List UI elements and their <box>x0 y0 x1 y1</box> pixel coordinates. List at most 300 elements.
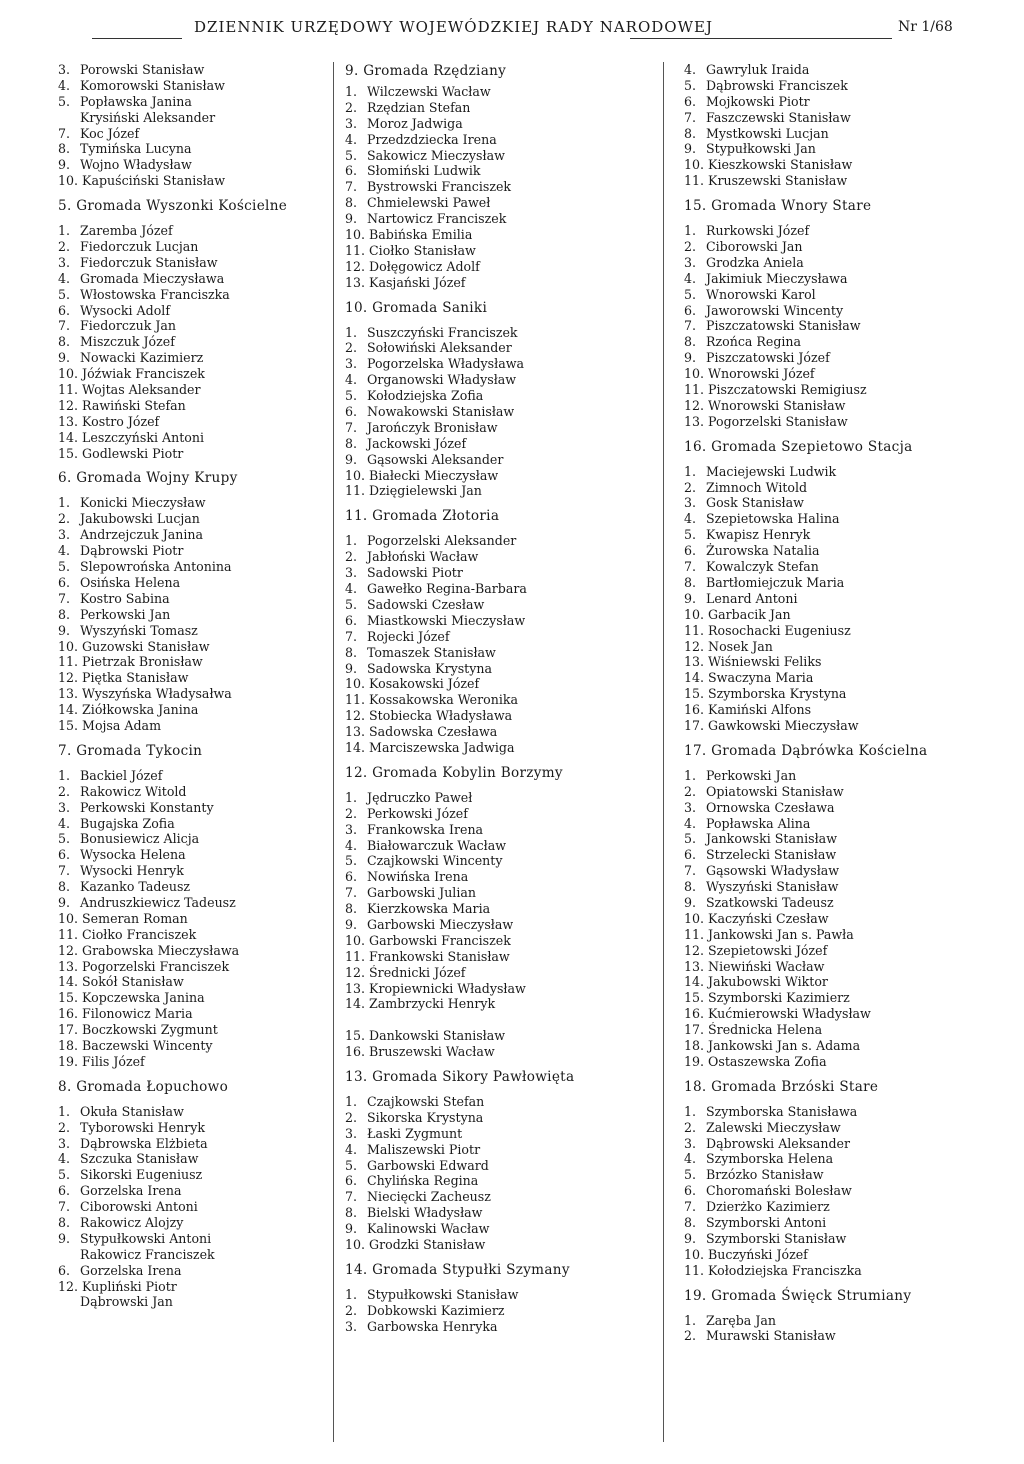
list-item <box>684 110 1004 126</box>
list-item <box>684 1022 1004 1038</box>
item-number: 12. <box>345 258 366 274</box>
item-number: 6. <box>345 163 358 179</box>
item-name: Marciszewska Jadwiga <box>369 739 515 755</box>
list-item <box>58 511 313 527</box>
item-name: Strzelecki Stanisław <box>706 847 837 863</box>
list-item <box>345 227 645 243</box>
list-item <box>58 1279 313 1295</box>
list-item <box>58 974 313 990</box>
item-number: 1. <box>345 324 358 340</box>
item-name: Stypułkowski Stanisław <box>367 1286 519 1302</box>
item-number: 11. <box>345 692 366 708</box>
item-name: Sołowiński Aleksander <box>367 340 512 356</box>
item-name: Tomaszek Stanisław <box>367 644 496 660</box>
item-number: 9. <box>58 894 71 910</box>
list-item <box>58 1215 313 1231</box>
item-number: 9. <box>58 622 71 638</box>
list-item <box>684 816 1004 832</box>
item-number: 3. <box>58 62 71 77</box>
item-name: Kołodziejska Franciszka <box>708 1262 862 1278</box>
list-item <box>345 692 645 708</box>
item-name: Jakimiuk Mieczysława <box>706 270 848 286</box>
item-name: Jankowski Stanisław <box>706 831 837 847</box>
item-name: Opiatowski Stanisław <box>706 783 844 799</box>
item-number: 12. <box>58 670 79 686</box>
item-number: 8. <box>345 644 358 660</box>
item-name: Bystrowski Franciszek <box>367 179 512 195</box>
item-number: 11. <box>345 483 366 499</box>
item-name: Kaczyński Czesław <box>708 910 829 926</box>
item-number: 15. <box>684 990 705 1006</box>
item-name: Kapuściński Stanisław <box>82 173 226 189</box>
item-name: Pogorzelski Franciszek <box>82 958 230 974</box>
item-name: Bruszewski Wacław <box>369 1044 495 1060</box>
item-number: 3. <box>345 1318 358 1334</box>
item-number: 10. <box>58 638 79 654</box>
item-number: 2. <box>345 549 358 565</box>
item-name: Niecięcki Zacheusz <box>367 1189 491 1205</box>
item-number: 5. <box>345 1157 358 1173</box>
list-item <box>58 1231 313 1247</box>
item-number: 6. <box>58 1183 71 1199</box>
list-item <box>58 157 313 173</box>
item-name: Sadowski Piotr <box>367 565 463 581</box>
list-item <box>684 382 1004 398</box>
item-number: 10. <box>684 1246 705 1262</box>
item-number: 16. <box>684 1006 705 1022</box>
item-number: 2. <box>684 479 697 495</box>
list-item <box>58 784 313 800</box>
item-name: Mojsa Adam <box>82 717 162 733</box>
list-item <box>684 350 1004 366</box>
item-name: Średnicka Helena <box>708 1022 823 1038</box>
item-name: Fiedorczuk Jan <box>80 318 176 334</box>
item-number: 3. <box>684 495 697 511</box>
list-item <box>684 784 1004 800</box>
item-number: 12. <box>345 964 366 980</box>
item-number: 3. <box>345 821 358 837</box>
item-number: 14. <box>684 670 705 686</box>
list-item <box>684 173 1004 189</box>
list-item <box>58 239 313 255</box>
item-name: Wysocki Henryk <box>80 863 184 879</box>
list-item <box>345 996 645 1012</box>
item-name: Godlewski Piotr <box>82 445 184 461</box>
item-number: 16. <box>58 1006 79 1022</box>
list-item <box>345 885 645 901</box>
item-name: Miastkowski Mieczysław <box>367 612 526 628</box>
list-item <box>684 223 1004 239</box>
list-item <box>345 356 645 372</box>
item-number: 5. <box>684 527 697 543</box>
header-rule-right <box>630 38 892 39</box>
list-item <box>58 495 313 511</box>
item-name: Faszczewski Stanisław <box>706 109 851 125</box>
list-item <box>345 132 645 148</box>
item-number: 5. <box>684 831 697 847</box>
item-name: Garbowski Franciszek <box>369 932 511 948</box>
list-item <box>345 1028 645 1044</box>
item-number: 11. <box>684 382 705 398</box>
item-number: 2. <box>684 1328 697 1344</box>
item-name: Dąbrowski Aleksander <box>706 1135 851 1151</box>
item-number: 5. <box>684 286 697 302</box>
item-name: Pogorzelski Stanisław <box>708 413 848 429</box>
item-number: 3. <box>684 254 697 270</box>
section-heading: 18. Gromada Brzóski Stare <box>684 1078 879 1095</box>
list-item <box>345 1158 645 1174</box>
list-item <box>684 1136 1004 1152</box>
item-name: Perkowski Jan <box>706 767 797 783</box>
list-item <box>58 895 313 911</box>
list-item <box>684 1183 1004 1199</box>
list-item <box>684 126 1004 142</box>
item-name: Chylińska Regina <box>367 1173 479 1189</box>
item-name: Murawski Stanisław <box>706 1328 836 1344</box>
item-number: 4. <box>345 131 358 147</box>
item-name: Kossakowska Weronika <box>369 692 518 708</box>
item-name: Wojno Władysław <box>80 157 192 173</box>
item-number: 1. <box>345 1286 358 1302</box>
item-number: 9. <box>345 1221 358 1237</box>
list-item <box>345 372 645 388</box>
list-item <box>58 1006 313 1022</box>
item-number: 18. <box>58 1037 79 1053</box>
item-number: 2. <box>58 239 71 255</box>
list-item <box>58 543 313 559</box>
item-name: Kućmierowski Władysław <box>708 1006 871 1022</box>
item-name: Białecki Mieczysław <box>369 467 499 483</box>
list-item <box>58 831 313 847</box>
list-item <box>684 559 1004 575</box>
list-item <box>345 1287 645 1303</box>
list-item <box>58 1104 313 1120</box>
item-number: 8. <box>58 879 71 895</box>
list-item <box>345 822 645 838</box>
item-name: Stypułkowski Jan <box>706 141 816 157</box>
item-number: 13. <box>58 686 79 702</box>
list-item <box>58 607 313 623</box>
list-item <box>684 800 1004 816</box>
item-name: Fiedorczuk Lucjan <box>80 239 199 255</box>
item-name: Kołodziejska Zofia <box>367 388 484 404</box>
item-number: 9. <box>684 350 697 366</box>
item-name: Okuła Stanisław <box>80 1103 184 1119</box>
item-number: 8. <box>684 334 697 350</box>
list-item <box>58 366 313 382</box>
list-item <box>684 1054 1004 1070</box>
column-divider-2 <box>663 62 664 1442</box>
item-name: Nowińska Irena <box>367 869 469 885</box>
item-name: Niewiński Wacław <box>708 958 825 974</box>
list-item <box>58 94 313 110</box>
list-item <box>684 1104 1004 1120</box>
item-name: Białowarczuk Wacław <box>367 837 506 853</box>
item-number: 2. <box>345 1109 358 1125</box>
item-number: 1. <box>345 533 358 549</box>
item-number: 8. <box>345 901 358 917</box>
section-heading: 14. Gromada Stypułki Szymany <box>345 1261 570 1278</box>
item-name: Średnicki Józef <box>369 964 466 980</box>
item-name: Ciołko Stanisław <box>369 242 476 258</box>
item-number: 15. <box>58 445 79 461</box>
item-name: Zaremba Józef <box>80 223 173 239</box>
list-item <box>345 243 645 259</box>
item-name: Stobiecka Władysława <box>369 708 513 724</box>
item-number: 8. <box>684 879 697 895</box>
list-item <box>345 869 645 885</box>
item-name: Przedzdziecka Irena <box>367 131 497 147</box>
list-item <box>345 211 645 227</box>
item-number: 10. <box>58 366 79 382</box>
item-name: Kostro Sabina <box>80 590 170 606</box>
item-name: Kasjański Józef <box>369 274 466 290</box>
item-number: 7. <box>345 1189 358 1205</box>
item-name: Dobkowski Kazimierz <box>367 1302 505 1318</box>
item-number: 4. <box>345 581 358 597</box>
item-name: Szczuka Stanisław <box>80 1151 199 1167</box>
item-name: Garbowski Mieczysław <box>367 916 514 932</box>
item-name: Sadowska Krystyna <box>367 660 492 676</box>
list-item <box>58 911 313 927</box>
item-number: 5. <box>684 1167 697 1183</box>
item-name: Bugajska Zofia <box>80 815 175 831</box>
item-number: 4. <box>58 543 71 559</box>
item-number: 6. <box>345 869 358 885</box>
list-item <box>345 645 645 661</box>
list-item <box>345 1094 645 1110</box>
list-item <box>345 1303 645 1319</box>
list-item <box>58 1136 313 1152</box>
item-name: Kopczewska Janina <box>82 990 205 1006</box>
item-name: Wnorowski Stanisław <box>708 397 846 413</box>
item-name: Fiedorczuk Stanisław <box>80 254 218 270</box>
list-item <box>58 1167 313 1183</box>
item-number: 2. <box>684 239 697 255</box>
list-item <box>345 116 645 132</box>
list-item <box>58 318 313 334</box>
list-item <box>345 275 645 291</box>
item-name: Koc Józef <box>80 125 140 141</box>
list-item <box>684 686 1004 702</box>
item-number: 5. <box>345 853 358 869</box>
item-name: Babińska Emilia <box>369 227 473 243</box>
item-name: Maciejewski Ludwik <box>706 463 837 479</box>
item-name: Choromański Bolesław <box>706 1183 852 1199</box>
item-name: Perkowski Józef <box>367 805 468 821</box>
item-number: 7. <box>58 318 71 334</box>
list-item <box>58 686 313 702</box>
item-name: Zambrzycki Henryk <box>369 996 496 1012</box>
list-item <box>345 676 645 692</box>
item-name: Garbowski Julian <box>367 885 476 901</box>
journal-title: DZIENNIK URZĘDOWY WOJEWÓDZKIEJ RADY NARODOWEJ <box>194 18 713 36</box>
list-item <box>684 943 1004 959</box>
list-item <box>684 366 1004 382</box>
item-number: 2. <box>58 783 71 799</box>
item-name: Moroz Jadwiga <box>367 115 463 131</box>
item-name: Szymborska Krystyna <box>708 686 847 702</box>
item-number: 6. <box>345 612 358 628</box>
list-item <box>58 879 313 895</box>
item-name: Szymborska Stanisława <box>706 1103 858 1119</box>
list-item <box>58 639 313 655</box>
list-item <box>684 1313 1004 1329</box>
item-name: Kupliński Piotr <box>82 1278 177 1294</box>
item-number: 12. <box>58 397 79 413</box>
item-name: Gawryluk Iraida <box>706 62 810 77</box>
item-number: 9. <box>58 1230 71 1246</box>
item-number: 2. <box>58 1119 71 1135</box>
item-name: Nartowicz Franciszek <box>367 211 507 227</box>
item-number: 12. <box>684 942 705 958</box>
list-item <box>345 340 645 356</box>
item-number: 2. <box>684 1119 697 1135</box>
list-item <box>684 239 1004 255</box>
item-number: 6. <box>684 302 697 318</box>
item-number: 10. <box>684 910 705 926</box>
item-name: Sikorska Krystyna <box>367 1109 484 1125</box>
item-name: Miszczuk Józef <box>80 334 175 350</box>
list-item <box>345 483 645 499</box>
list-item <box>684 464 1004 480</box>
item-number: 19. <box>58 1053 79 1069</box>
item-number: 5. <box>58 1167 71 1183</box>
item-name: Dąbrowska Elżbieta <box>80 1135 208 1151</box>
item-number: 9. <box>684 141 697 157</box>
item-number: 8. <box>58 606 71 622</box>
item-number: 6. <box>58 574 71 590</box>
list-item <box>684 511 1004 527</box>
item-number: 11. <box>58 654 79 670</box>
item-name: Słomiński Ludwik <box>367 163 481 179</box>
item-number: 7. <box>684 318 697 334</box>
item-number: 4. <box>684 62 697 77</box>
item-number: 7. <box>684 109 697 125</box>
item-number: 3. <box>684 1135 697 1151</box>
list-item <box>58 110 313 126</box>
list-item <box>684 591 1004 607</box>
item-number: 13. <box>684 413 705 429</box>
item-name: Frankowska Irena <box>367 821 484 837</box>
list-item <box>345 853 645 869</box>
list-item <box>684 1247 1004 1263</box>
item-name: Frankowski Stanisław <box>369 948 510 964</box>
item-number: 10. <box>58 173 79 189</box>
list-item <box>345 629 645 645</box>
item-number: 9. <box>684 894 697 910</box>
item-name: Jakubowski Wiktor <box>708 974 828 990</box>
item-name: Sadowska Czesława <box>369 724 498 740</box>
list-item <box>58 255 313 271</box>
list-item <box>345 1173 645 1189</box>
list-item <box>58 863 313 879</box>
list-item <box>58 1054 313 1070</box>
item-name: Kruszewski Stanisław <box>708 173 848 189</box>
list-item <box>345 838 645 854</box>
list-item <box>345 179 645 195</box>
list-item <box>684 990 1004 1006</box>
item-name: Szymborski Kazimierz <box>708 990 850 1006</box>
item-name: Nowakowski Stanisław <box>367 404 515 420</box>
item-name: Piszczatowski Józef <box>706 350 830 366</box>
item-number: 5. <box>684 77 697 93</box>
list-item <box>684 1199 1004 1215</box>
item-number: 2. <box>345 340 358 356</box>
list-item <box>684 480 1004 496</box>
item-name: Bartłomiejczuk Maria <box>706 574 845 590</box>
item-number: 4. <box>58 815 71 831</box>
item-number: 11. <box>345 948 366 964</box>
list-item <box>58 654 313 670</box>
list-item <box>58 575 313 591</box>
item-name: Sakowicz Mieczysław <box>367 147 505 163</box>
item-name: Jędruczko Paweł <box>367 789 473 805</box>
section-heading: 7. Gromada Tykocin <box>58 742 203 759</box>
item-name: Wnorowski Józef <box>708 366 815 382</box>
list-item <box>58 350 313 366</box>
item-name: Ziółkowska Janina <box>82 702 199 718</box>
item-number: 3. <box>345 565 358 581</box>
item-number: 11. <box>684 622 705 638</box>
item-number: 1. <box>58 1103 71 1119</box>
item-number: 13. <box>58 413 79 429</box>
item-name: Pietrzak Bronisław <box>82 654 203 670</box>
item-name: Zalewski Mieczysław <box>706 1119 841 1135</box>
item-number: 4. <box>345 1141 358 1157</box>
item-number: 16. <box>684 702 705 718</box>
item-name: Gosk Stanisław <box>706 495 804 511</box>
item-number: 7. <box>684 559 697 575</box>
item-name: Porowski Stanisław <box>80 62 205 77</box>
item-name: Maliszewski Piotr <box>367 1141 481 1157</box>
item-number: 4. <box>345 837 358 853</box>
list-item <box>58 78 313 94</box>
section-heading: 17. Gromada Dąbrówka Kościelna <box>684 742 928 759</box>
item-number: 10. <box>684 606 705 622</box>
item-number: 4. <box>58 77 71 93</box>
item-name: Gawkowski Mieczysław <box>708 717 859 733</box>
list-item <box>684 768 1004 784</box>
item-name: Bonusiewicz Alicja <box>80 831 200 847</box>
list-item <box>58 1183 313 1199</box>
item-number: 5. <box>345 147 358 163</box>
list-item <box>345 1044 645 1060</box>
item-name: Szatkowski Tadeusz <box>706 894 834 910</box>
item-number: 14. <box>58 974 79 990</box>
section-heading: 19. Gromada Święck Strumiany <box>684 1287 912 1304</box>
item-number: 5. <box>345 388 358 404</box>
list-item <box>58 398 313 414</box>
list-item <box>345 901 645 917</box>
item-name: Wojtas Aleksander <box>82 382 201 398</box>
list-item <box>58 527 313 543</box>
list-item <box>58 1247 313 1263</box>
list-item <box>345 148 645 164</box>
item-name: Gorzelska Irena <box>80 1262 182 1278</box>
item-number: 14. <box>345 739 366 755</box>
item-name: Wiśniewski Feliks <box>708 654 822 670</box>
item-name: Jaworowski Wincenty <box>706 302 844 318</box>
list-item <box>684 255 1004 271</box>
item-number: 10. <box>345 1237 366 1252</box>
list-item <box>684 62 1004 78</box>
list-item <box>58 800 313 816</box>
item-number: 7. <box>345 628 358 644</box>
item-number: 11. <box>684 1262 705 1278</box>
item-name: Kropiewnicki Władysław <box>369 980 526 996</box>
item-number: 13. <box>345 724 366 740</box>
